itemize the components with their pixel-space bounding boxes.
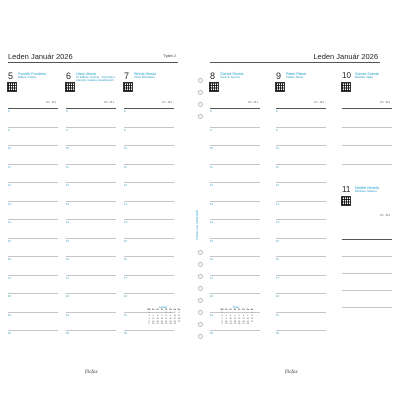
hour-line[interactable] <box>66 182 116 183</box>
mini-day: 16 <box>225 320 228 323</box>
hour-line[interactable] <box>66 238 116 239</box>
mini-day: 29 <box>165 323 168 326</box>
sun-times: 8:2 · 16:1 <box>248 102 258 104</box>
hour-label: 12 <box>210 184 213 187</box>
mini-day: 2 <box>225 314 227 317</box>
hour-line[interactable] <box>124 182 174 183</box>
hour-label: 19 <box>124 313 127 317</box>
mini-day: 17 <box>173 317 176 320</box>
hour-label: 16 <box>66 258 69 261</box>
hour-label: 11 <box>124 165 127 169</box>
hour-label: 8 <box>8 110 10 113</box>
hour-label: 9 <box>124 128 126 132</box>
hour-label: 14 <box>210 221 213 224</box>
hour-line[interactable] <box>210 182 260 183</box>
mini-day: 25 <box>233 323 236 326</box>
mini-head: Čt <box>165 309 168 311</box>
hour-label: 13 <box>276 202 279 206</box>
sun-times: 8:2 · 16:1 <box>314 102 324 104</box>
mini-day: 15 <box>165 317 168 320</box>
mini-head: St <box>233 309 236 311</box>
hour-label: 9 <box>8 128 10 132</box>
hour-label: 15 <box>66 239 69 243</box>
hour-line[interactable] <box>210 238 260 239</box>
mini-day: 7 <box>247 314 249 317</box>
name-days: Tři králové, Antónia · Trojí králi a vianočný sviatok pravoslávných <box>76 76 115 83</box>
hour-label: 16 <box>210 258 213 261</box>
mini-day: 5 <box>221 311 223 314</box>
hour-label: 20 <box>8 332 11 335</box>
hour-label: 17 <box>8 276 11 280</box>
hour-line[interactable] <box>8 256 58 257</box>
mini-head: Pá <box>169 309 172 311</box>
hour-label: 15 <box>124 239 127 243</box>
hour-label: 10 <box>210 147 213 150</box>
mini-day: 9 <box>221 323 223 326</box>
mini-day: 13 <box>242 317 245 320</box>
hour-line[interactable] <box>124 164 174 165</box>
hour-label: 9 <box>210 128 212 132</box>
hour-line[interactable] <box>124 145 174 146</box>
name-days: Bohdana, Malvína <box>355 190 377 194</box>
day-name: Sobota Sobota <box>355 72 379 76</box>
hour-line[interactable] <box>8 145 58 146</box>
mini-day: 26 <box>152 323 155 326</box>
mini-head: Po <box>225 309 228 311</box>
week-number: Týden 2 <box>163 54 176 58</box>
mini-day: 21 <box>160 320 163 323</box>
hour-label: 8 <box>276 110 278 113</box>
hour-line[interactable] <box>276 219 326 220</box>
hour-label: 17 <box>276 276 279 280</box>
mini-day: 20 <box>242 320 245 323</box>
ring-hole <box>198 274 203 279</box>
day-number: 6 <box>66 71 72 81</box>
mini-day: 18 <box>177 317 181 320</box>
hour-label: 9 <box>66 128 68 132</box>
hour-label: 13 <box>124 202 127 206</box>
hour-line[interactable] <box>342 145 392 146</box>
hour-label: 10 <box>276 147 279 150</box>
hour-label: 13 <box>66 202 69 206</box>
mini-calendar-grid <box>147 309 179 326</box>
mini-day: 1 <box>148 311 150 314</box>
hour-label: 12 <box>276 184 279 187</box>
copyright-note: © filofax.com CZ/SK 2026 <box>196 210 199 240</box>
hour-line[interactable] <box>8 108 58 109</box>
hour-line[interactable] <box>342 239 392 240</box>
qr-code-icon <box>276 83 284 91</box>
ring-hole <box>198 322 203 327</box>
hour-line[interactable] <box>66 330 116 331</box>
hour-label: 12 <box>124 184 127 187</box>
hour-line[interactable] <box>124 256 174 257</box>
hour-label: 10 <box>8 147 11 150</box>
sun-times: 8:2 · 16:1 <box>104 102 114 104</box>
hour-line[interactable] <box>342 108 392 109</box>
hour-line[interactable] <box>276 182 326 183</box>
mini-day <box>250 320 254 326</box>
hour-line[interactable] <box>8 312 58 313</box>
day-name: Pátek Piatok <box>286 72 307 76</box>
mini-day: 18 <box>233 320 236 323</box>
day-number: 5 <box>8 71 14 81</box>
hour-label: 14 <box>8 221 11 224</box>
hour-line[interactable] <box>8 182 58 183</box>
hour-line[interactable] <box>66 164 116 165</box>
mini-day: 7 <box>221 317 223 320</box>
hour-label: 14 <box>124 221 127 224</box>
hour-line[interactable] <box>124 275 174 276</box>
hour-line[interactable] <box>66 256 116 257</box>
hour-label: 20 <box>276 332 279 335</box>
mini-day: 6 <box>157 314 159 317</box>
mini-day: 8 <box>251 314 253 317</box>
hour-line[interactable] <box>66 312 116 313</box>
ring-hole <box>198 250 203 255</box>
hour-label: 19 <box>210 313 213 317</box>
mini-day: 9 <box>169 314 172 317</box>
mini-day: 11 <box>233 317 236 320</box>
hour-label: 19 <box>66 313 69 317</box>
hour-line[interactable] <box>66 145 116 146</box>
mini-head: Čt <box>238 309 241 311</box>
mini-day: 6 <box>242 314 245 317</box>
day-number: 11 <box>342 185 351 194</box>
ring-hole <box>198 102 203 107</box>
hour-label: 20 <box>210 332 213 335</box>
hour-line[interactable] <box>342 273 392 274</box>
name-days: Čestmír, Severín <box>220 76 241 80</box>
day-number: 8 <box>210 71 216 81</box>
sun-times: 8:2 · 16:1 <box>162 102 172 104</box>
hour-label: 17 <box>210 276 213 280</box>
mini-day: 19 <box>152 320 155 323</box>
mini-head: Ne <box>177 309 181 311</box>
hour-label: 16 <box>8 258 11 261</box>
hour-label: 12 <box>66 184 69 187</box>
day-number: 9 <box>276 71 282 81</box>
mini-day: 5 <box>148 323 150 326</box>
hour-line[interactable] <box>342 256 392 257</box>
mini-day: 20 <box>156 320 159 323</box>
ring-hole <box>198 334 203 339</box>
sun-times: 8:2 · 16:1 <box>380 102 390 104</box>
brand-logo: filofax <box>85 370 98 375</box>
hour-line[interactable] <box>210 330 260 331</box>
header-rule <box>210 62 380 63</box>
mini-head: St <box>160 309 163 311</box>
name-days: Vladan, Alexej <box>286 76 304 80</box>
hour-line[interactable] <box>8 275 58 276</box>
hour-line[interactable] <box>276 201 326 202</box>
hour-line[interactable] <box>342 290 392 291</box>
day-name: Středa Streda <box>134 72 157 76</box>
hour-label: 18 <box>8 295 11 298</box>
mini-head: Wk <box>147 309 151 311</box>
day-name: Čtvrtek Štvrtok <box>220 72 244 76</box>
mini-day: 10 <box>229 317 232 320</box>
mini-head: Út <box>229 309 232 311</box>
hour-label: 10 <box>124 147 127 150</box>
hour-line[interactable] <box>66 201 116 202</box>
hour-line[interactable] <box>124 108 174 109</box>
mini-calendar-january <box>147 305 179 326</box>
hour-line[interactable] <box>276 330 326 331</box>
hour-line[interactable] <box>8 127 58 128</box>
mini-day: 26 <box>238 323 241 326</box>
mini-calendar-grid <box>220 309 252 326</box>
mini-head: So <box>246 309 250 311</box>
ring-hole <box>198 286 203 291</box>
hour-line[interactable] <box>210 256 260 257</box>
hour-line[interactable] <box>66 127 116 128</box>
hour-label: 11 <box>66 165 69 169</box>
hour-line[interactable] <box>210 164 260 165</box>
hour-line[interactable] <box>8 238 58 239</box>
hour-line[interactable] <box>8 201 58 202</box>
day-name: Úterý Utorok <box>76 72 97 76</box>
mini-day: 2 <box>148 314 150 317</box>
hour-label: 11 <box>8 165 11 169</box>
mini-head: Wk <box>220 309 224 311</box>
mini-day: 4 <box>148 320 150 323</box>
hour-label: 18 <box>276 295 279 298</box>
mini-day: 7 <box>161 314 163 317</box>
ring-hole <box>198 310 203 315</box>
mini-day: 31 <box>173 323 176 326</box>
qr-code-icon <box>8 83 16 91</box>
hour-line[interactable] <box>210 219 260 220</box>
mini-day: 1 <box>251 311 253 314</box>
mini-day: 27 <box>242 323 245 326</box>
hour-line[interactable] <box>276 256 326 257</box>
mini-day: 10 <box>173 314 176 317</box>
hour-label: 17 <box>66 276 69 280</box>
hour-label: 9 <box>276 128 278 132</box>
mini-day: 11 <box>178 314 181 317</box>
mini-day: 15 <box>250 317 254 320</box>
name-days: Dalimil, Andrea <box>18 76 37 80</box>
hour-line[interactable] <box>66 108 116 109</box>
hour-label: 16 <box>276 258 279 261</box>
hour-line[interactable] <box>210 145 260 146</box>
hour-label: 19 <box>276 313 279 317</box>
mini-head: Ne <box>250 309 254 311</box>
hour-line[interactable] <box>8 330 58 331</box>
day-name: Pondělí Pondelok <box>18 72 47 76</box>
mini-day: 5 <box>238 314 240 317</box>
hour-label: 16 <box>124 258 127 261</box>
mini-day: 24 <box>229 323 232 326</box>
mini-day: 5 <box>152 314 154 317</box>
mini-head: Po <box>152 309 155 311</box>
hour-label: 17 <box>124 276 127 280</box>
hour-label: 18 <box>66 295 69 298</box>
header-rule <box>8 62 178 63</box>
name-days: Břetislav, Dáša <box>355 76 373 80</box>
hour-line[interactable] <box>66 275 116 276</box>
qr-code-icon <box>66 83 74 91</box>
mini-day: 8 <box>165 314 167 317</box>
hour-label: 14 <box>276 221 279 224</box>
mini-day: 14 <box>160 317 163 320</box>
mini-day: 19 <box>238 320 241 323</box>
mini-day <box>177 320 181 326</box>
mini-day: 23 <box>225 323 228 326</box>
mini-day: 3 <box>148 317 150 320</box>
mini-day: 27 <box>156 323 159 326</box>
mini-day: 4 <box>234 314 236 317</box>
hour-label: 10 <box>66 147 69 150</box>
hour-label: 15 <box>210 239 213 243</box>
mini-day: 6 <box>221 314 223 317</box>
ring-hole <box>198 298 203 303</box>
mini-day: 3 <box>174 311 176 314</box>
right-page-title: Leden Január 2026 <box>313 52 378 61</box>
mini-day: 9 <box>225 317 227 320</box>
left-page-title: Leden Január 2026 <box>8 52 73 61</box>
ring-hole <box>198 114 203 119</box>
hour-label: 8 <box>124 110 126 113</box>
hour-line[interactable] <box>8 164 58 165</box>
hour-line[interactable] <box>342 164 392 165</box>
mini-day: 22 <box>250 320 254 323</box>
hour-label: 13 <box>8 202 11 206</box>
hour-line[interactable] <box>124 330 174 331</box>
hour-line[interactable] <box>276 108 326 109</box>
mini-day: 13 <box>156 317 159 320</box>
mini-calendar-title: Leden <box>158 305 168 309</box>
hour-label: 12 <box>8 184 11 187</box>
hour-label: 11 <box>276 165 279 169</box>
qr-code-icon <box>342 197 350 205</box>
mini-day: 14 <box>246 317 249 320</box>
ring-hole <box>198 78 203 83</box>
hour-line[interactable] <box>210 127 260 128</box>
hour-line[interactable] <box>276 275 326 276</box>
mini-day: 28 <box>160 323 163 326</box>
hour-line[interactable] <box>210 293 260 294</box>
hour-line[interactable] <box>276 164 326 165</box>
mini-day: 1 <box>165 311 167 314</box>
hour-label: 19 <box>8 313 11 317</box>
mini-day: 4 <box>178 311 180 314</box>
mini-day: 23 <box>169 320 172 323</box>
ring-hole <box>198 90 203 95</box>
hour-line[interactable] <box>124 127 174 128</box>
hour-line[interactable] <box>210 201 260 202</box>
qr-code-icon <box>124 83 132 91</box>
hour-line[interactable] <box>210 275 260 276</box>
hour-line[interactable] <box>276 127 326 128</box>
mini-head: Út <box>156 309 159 311</box>
hour-label: 18 <box>210 295 213 298</box>
hour-line[interactable] <box>342 127 392 128</box>
mini-head: So <box>173 309 177 311</box>
hour-label: 8 <box>210 110 212 113</box>
hour-label: 15 <box>8 239 11 243</box>
mini-calendar-february <box>220 305 252 326</box>
day-number: 10 <box>342 71 351 80</box>
mini-day: 17 <box>229 320 232 323</box>
sun-times: 8:2 · 16:1 <box>46 102 56 104</box>
hour-line[interactable] <box>342 307 392 308</box>
hour-line[interactable] <box>124 238 174 239</box>
ring-hole <box>198 262 203 267</box>
qr-code-icon <box>342 83 350 91</box>
mini-day: 12 <box>152 317 155 320</box>
sun-times: 8:2 · 16:1 <box>380 215 390 217</box>
mini-day: 2 <box>169 311 172 314</box>
hour-line[interactable] <box>8 219 58 220</box>
mini-day: 12 <box>238 317 241 320</box>
mini-day: 16 <box>169 317 172 320</box>
day-name: Neděle Nedeľa <box>355 186 380 190</box>
mini-calendar-title: Únor <box>232 305 240 309</box>
hour-line[interactable] <box>124 201 174 202</box>
hour-line[interactable] <box>66 293 116 294</box>
hour-label: 8 <box>66 110 68 113</box>
mini-day: 22 <box>165 320 168 323</box>
hour-label: 18 <box>124 295 127 298</box>
hour-line[interactable] <box>276 312 326 313</box>
mini-day: 8 <box>221 320 223 323</box>
hour-label: 20 <box>66 332 69 335</box>
mini-day: 21 <box>246 320 249 323</box>
hour-label: 13 <box>210 202 213 206</box>
hour-line[interactable] <box>124 219 174 220</box>
hour-line[interactable] <box>66 219 116 220</box>
name-days: Vilma, Bohuslava <box>134 76 155 80</box>
hour-line[interactable] <box>276 238 326 239</box>
mini-day: 25 <box>177 320 181 323</box>
day-number: 7 <box>124 71 130 81</box>
hour-label: 20 <box>124 332 127 335</box>
hour-line[interactable] <box>210 108 260 109</box>
qr-code-icon <box>210 83 218 91</box>
hour-line[interactable] <box>124 293 174 294</box>
brand-logo: filofax <box>285 370 298 375</box>
hour-label: 14 <box>66 221 69 224</box>
hour-label: 11 <box>210 165 213 169</box>
mini-head: Pá <box>242 309 245 311</box>
hour-label: 15 <box>276 239 279 243</box>
hour-line[interactable] <box>276 145 326 146</box>
hour-line[interactable] <box>276 293 326 294</box>
mini-day: 3 <box>230 314 232 317</box>
mini-day: 28 <box>246 323 249 326</box>
mini-day: 24 <box>173 320 176 323</box>
hour-line[interactable] <box>8 293 58 294</box>
mini-day: 30 <box>169 323 172 326</box>
